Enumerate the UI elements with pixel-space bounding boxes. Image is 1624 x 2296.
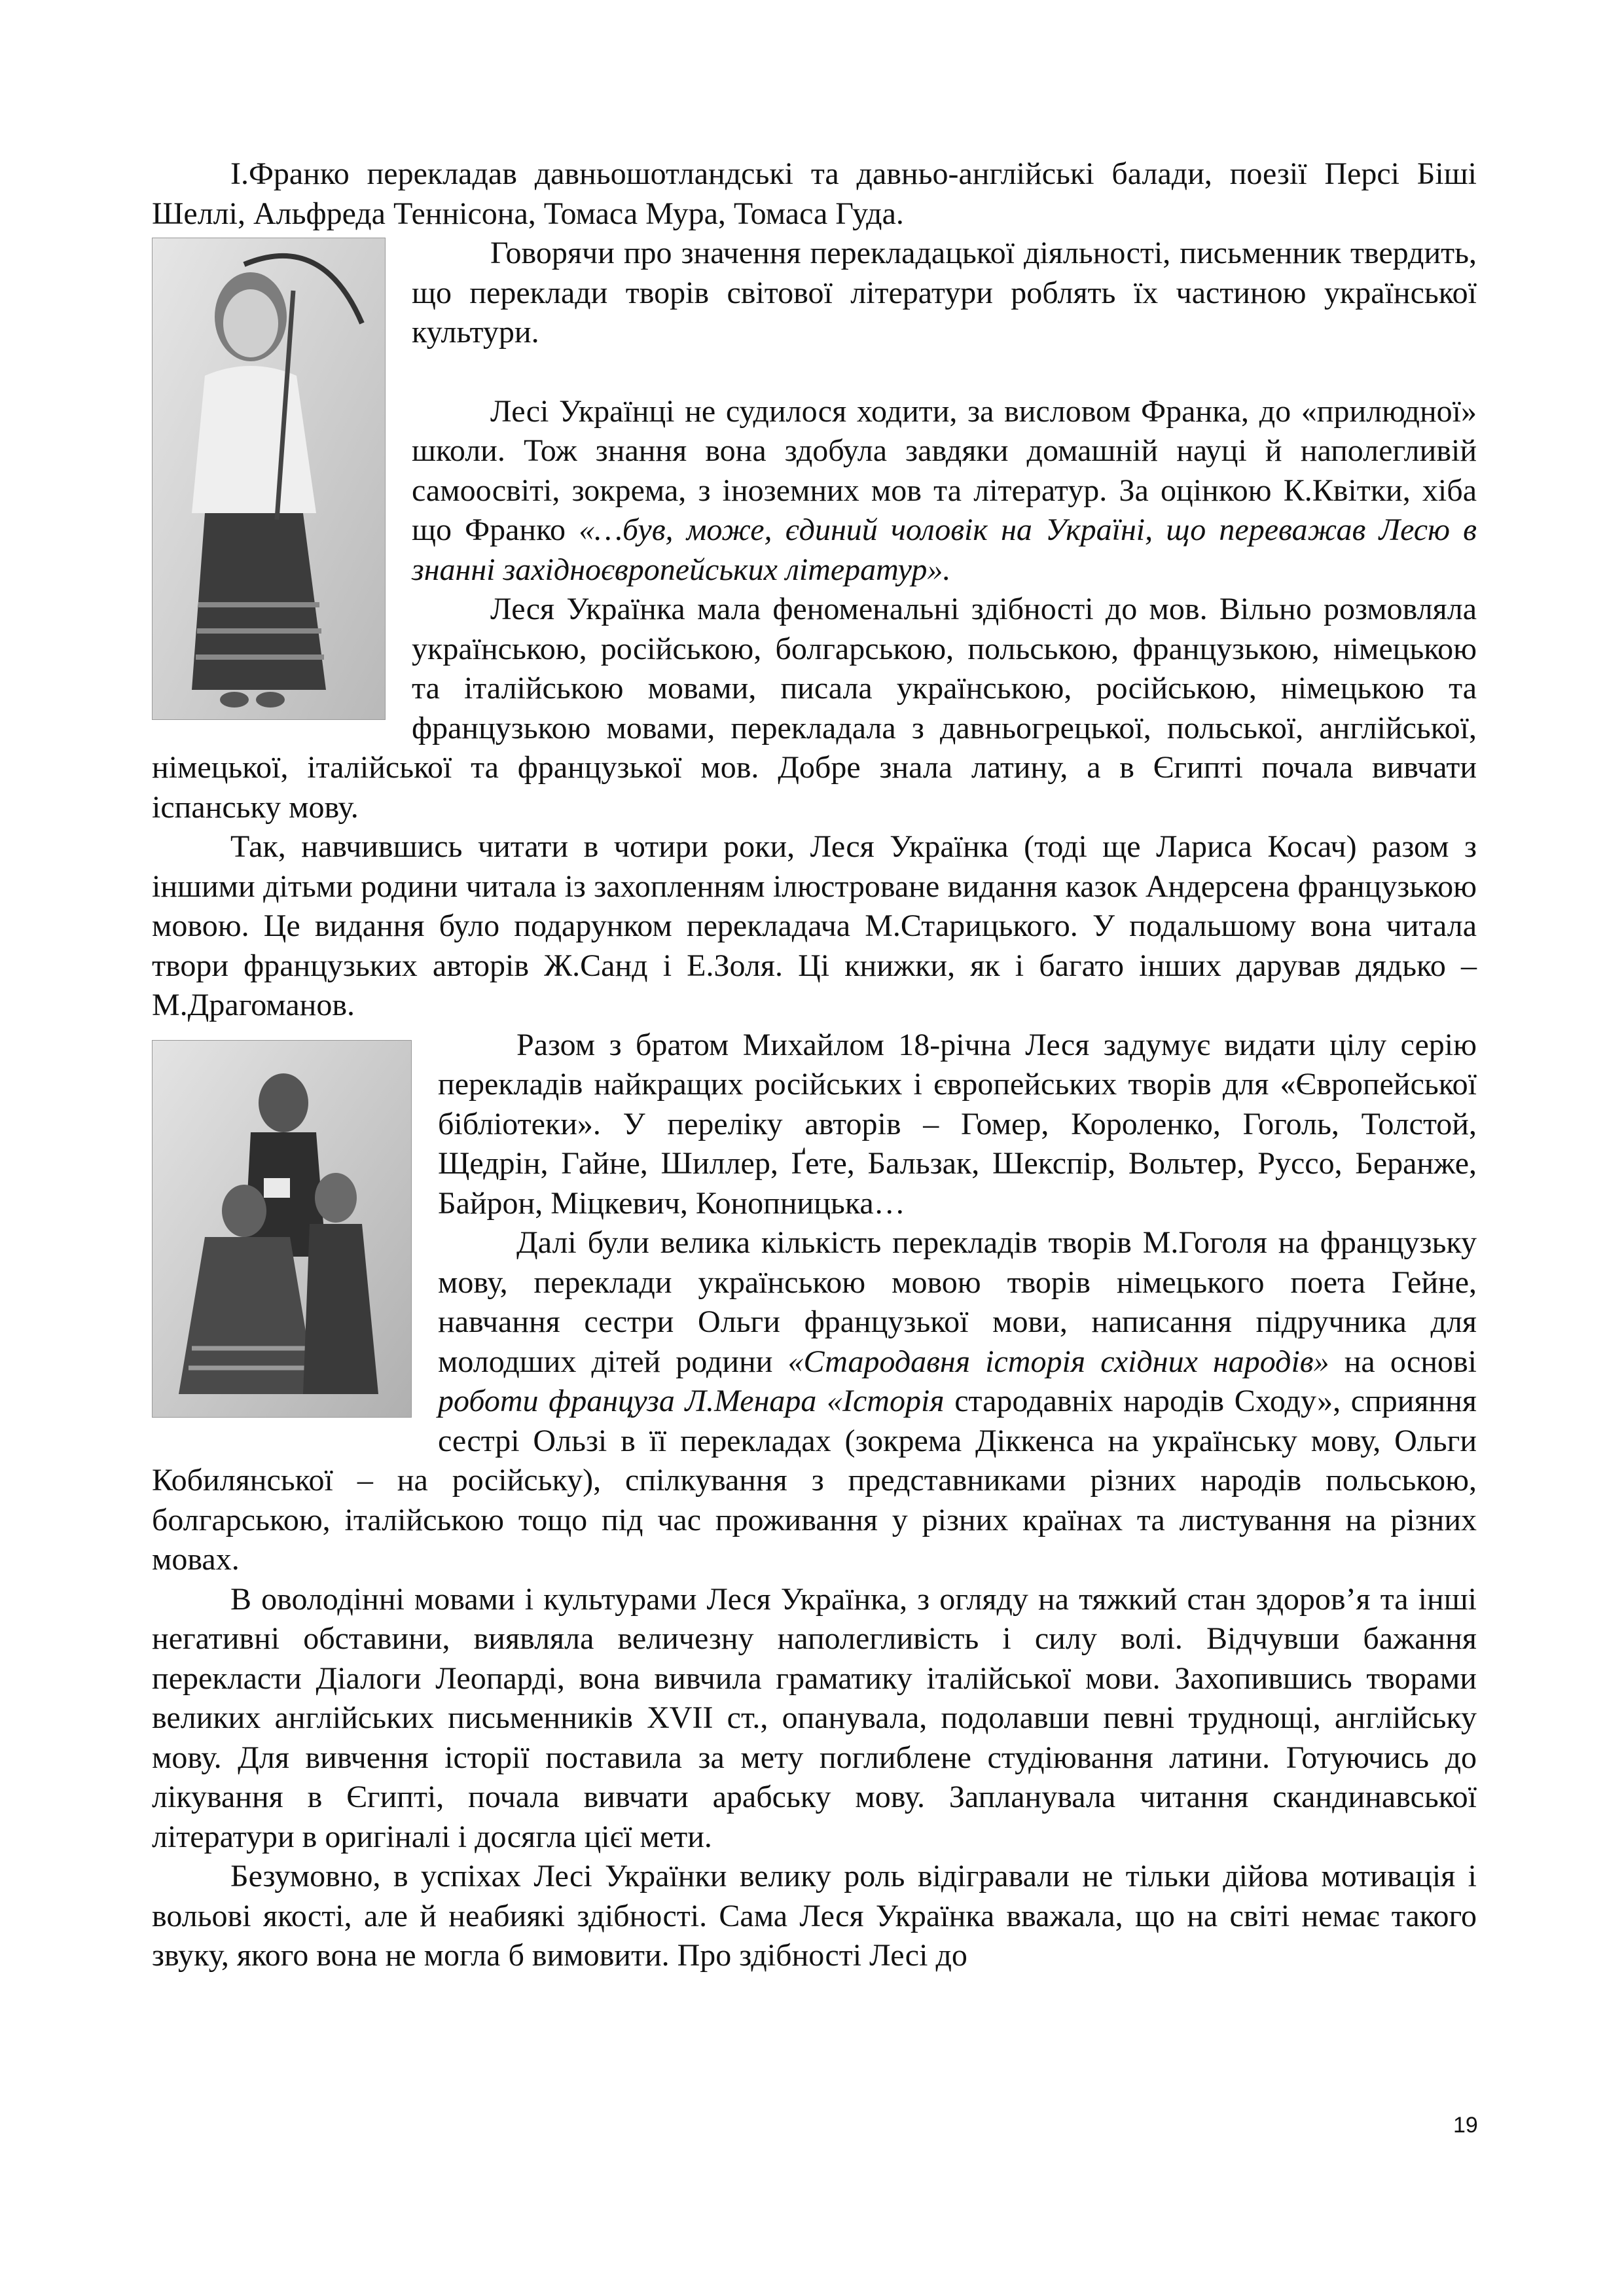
paragraph-4: Леся Українка мала феноменальні здібності до мов. Вільно розмовляла українською, російською, болгарською, польською, французькою, німецькою та італійською мовами, писала українською, російською, німецькою та французькою мовами, перекладала з давньогрецької, польської, англійської, німецької, італійської та французької мов. Добре знала латину, а в Єгипті почала вивчати іспанську мову. <box>152 592 1477 825</box>
paragraph-5: Так, навчившись читати в чотири роки, Леся Українка (тоді ще Лариса Косач) разом з іншими дітьми родини читала із захопленням ілюстроване видання казок Андерсена французькою мовою. Це видання було подарунком перекладача М.Старицького. У подальшому вона читала твори французьких авторів Ж.Санд і Е.Золя. Ці книжки, як і багато інших дарував дядько – М.Драгоманов. <box>152 829 1477 1022</box>
kvitka-quote: «…був, може, єдиний чоловік на Україні, що переважав Лесю в знанні західноєвропейських літератур». <box>412 512 1477 587</box>
paragraph-7-text-c: стародавніх народів Сходу», сприяння сестрі Ользі в її перекладах (зокрема Діккенса на українську мову, Ольги Кобилянської – на російську), спілкування з представниками різних народів польською, болгарською, італійською тощо під час проживання у різних країнах та листування на різних мовах. <box>152 1384 1477 1577</box>
photo-girl-portrait <box>152 238 386 720</box>
paragraph-6: Разом з братом Михайлом 18-річна Леся задумує видати цілу серію перекладів найкращих російських і європейських творів для «Європейської бібліотеки». У переліку авторів – Гомер, Короленко, Гоголь, Толстой, Щедрін, Гайне, Шиллер, Ґете, Бальзак, Шекспір, Вольтер, Руссо, Беранже, Байрон, Міцкевич, Конопницька… <box>438 1027 1477 1221</box>
textbook-title: «Стародавня історія східних народів» <box>787 1344 1329 1379</box>
document-page <box>152 154 1477 1976</box>
paragraph-7-text-b: на основі <box>1329 1344 1477 1379</box>
paragraph-2: Говорячи про значення перекладацької діяльності, письменник твердить, що переклади творів світової літератури роблять їх частиною української культури. <box>412 236 1477 350</box>
photo-family-illustration <box>153 1041 411 1417</box>
page-number: 19 <box>1453 2113 1478 2138</box>
paragraph-3-text: Лесі Українці не судилося ходити, за висловом Франка, до «прилюдної» школи. Тож знання вона здобула завдяки домашній науці й наполегливій самоосвіті, зокрема, з іноземних мов та літератур. За оцінкою К.Квітки, хіба що Франко <box>412 393 1477 547</box>
photo-girl-illustration <box>153 238 385 719</box>
paragraph-8: В оволодінні мовами і культурами Леся Українка, з огляду на тяжкий стан здоров’я та інші негативні обставини, виявляла величезну наполегливість і силу волі. Відчувши бажання перекласти Діалоги Леопарді, вона вивчила граматику італійської мови. Захопившись творами великих англійських письменників XVII ст., опанувала, подолавши певні труднощі, англійську мову. Для вивчення історії поставила за мету поглиблене студіювання латини. Готуючись до лікування в Єгипті, почала вивчати арабську мову. Запланувала читання скандинавської літератури в оригіналі і досягла цієї мети. <box>152 1581 1477 1854</box>
photo-family-group <box>152 1040 412 1418</box>
paragraph-1: І.Франко перекладав давньошотландські та давньо-англійські балади, поезії Персі Біші Шеллі, Альфреда Теннісона, Томаса Мура, Томаса Гуда. <box>152 156 1477 231</box>
paragraph-7-text-a: Далі були велика кількість перекладів творів М.Гоголя на французьку мову, переклади українською мовою творів німецького поета Гейне, навчання сестри Ольги французької мови, написання підручника для молодших дітей родини <box>438 1225 1477 1379</box>
menard-work-title: роботи француза Л.Менара «Історія <box>438 1384 945 1418</box>
paragraph-9: Безумовно, в успіхах Лесі Українки велику роль відігравали не тільки дійова мотивація і вольові якості, але й неабиякі здібності. Сама Леся Українка вважала, що на світі немає такого звуку, якого вона не могла б вимовити. Про здібності Лесі до <box>152 1859 1477 1973</box>
